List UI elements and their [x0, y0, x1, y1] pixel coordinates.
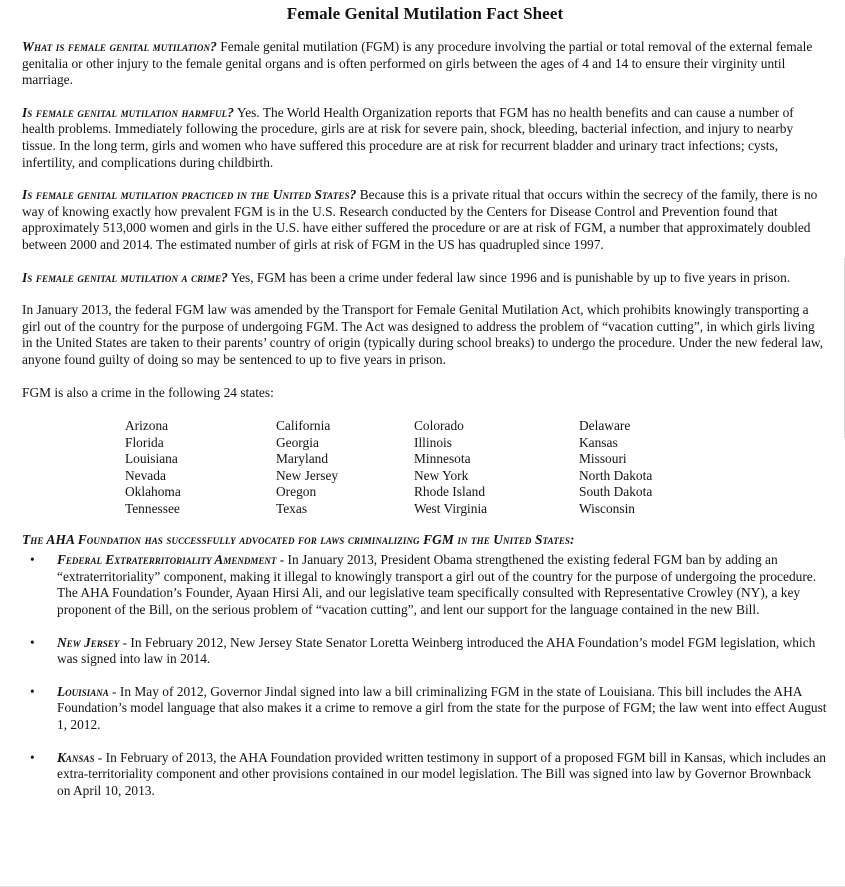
bullet-icon: • — [30, 683, 35, 699]
state-name: Wisconsin — [579, 501, 635, 517]
law-name: Louisiana — [57, 683, 109, 699]
states-intro: FGM is also a crime in the following 24 states: — [22, 384, 274, 400]
paragraph-2013-amendment: In January 2013, the federal FGM law was amended by the Transport for Female Genital Mutilation Act, which prohibits knowingly transporting a girl out of the country for the purpose of undergoing FGM. The Act was designed to address the problem of “vacation cutting”, in which girls living in the United States are taken to their parents’ country of origin (typically during school breaks) to undergo the procedure. Under the new federal law, anyone found guilty of doing so may be sentenced to up to five years in prison. — [22, 302, 824, 367]
section-question: Is female genital mutilation practiced in the United States? — [22, 187, 357, 203]
laws-list — [22, 552, 828, 799]
section-is-fgm-crime — [22, 270, 828, 287]
state-name: South Dakota — [579, 484, 653, 500]
law-name: Kansas — [57, 749, 95, 765]
section-answer: Because this is a private ritual that occurs within the secrecy of the family, there is no way of knowing exactly how prevalent FGM is in the U.S. Research conducted by the Centers for Disease Control and Prevention found that approximately 513,000 women and girls in the U.S. have either suffered the procedure or are at risk of FGM, a number that approximately doubled between 2000 and 2014. The estimated number of girls at risk of FGM in the US has quadrupled since 1997. — [22, 187, 818, 252]
state-name: North Dakota — [579, 467, 653, 483]
list-item-louisiana — [22, 684, 828, 734]
state-name: New York — [414, 467, 469, 483]
section-question: Is female genital mutilation harmful? — [22, 104, 235, 120]
state-name: Tennessee — [125, 501, 180, 517]
state-name: Arizona — [125, 418, 169, 434]
section-answer: Female genital mutilation (FGM) is any procedure involving the partial or total removal of the external female genitalia or other injury to the female genital organs and is often performed on girls between the ages of 4 and 14 to ensure their virginity until marriage. — [22, 39, 813, 88]
state-name: Illinois — [414, 434, 452, 450]
state-name: Rhode Island — [414, 484, 486, 500]
state-name: Missouri — [579, 451, 627, 467]
state-name: West Virginia — [414, 501, 488, 517]
state-name: Delaware — [579, 418, 631, 434]
section-question: What is female genital mutilation? — [22, 39, 217, 54]
state-name: Georgia — [276, 434, 319, 450]
law-text: - In May of 2012, Governor Jindal signed into law a bill criminalizing FGM in the state of Louisiana. This bill includes the AHA Foundation’s model language that also makes it a crime to remove a girl from the state for the purpose of FGM; the law went into effect August 1, 2012. — [57, 683, 827, 732]
law-name: New Jersey — [57, 634, 120, 650]
bullet-icon: • — [30, 749, 35, 765]
state-name: Texas — [276, 501, 308, 517]
state-name: Colorado — [414, 418, 464, 434]
bullet-icon: • — [30, 634, 35, 650]
state-name: Louisiana — [125, 451, 178, 467]
aha-foundation-heading: The AHA Foundation has successfully advocated for laws criminalizing FGM in the United States: — [22, 531, 575, 547]
state-name: Nevada — [125, 467, 166, 483]
fact-sheet-page — [22, 4, 828, 815]
section-is-fgm-harmful — [22, 105, 828, 171]
state-name: Oregon — [276, 484, 317, 500]
list-item-new-jersey — [22, 635, 828, 668]
law-text: - In January 2013, President Obama strengthened the existing federal FGM ban by adding an “extraterritoriality” component, making it illegal to knowingly transport a girl out of the country for the purpose of undergoing the procedure. The AHA Foundation’s Founder, Ayaan Hirsi Ali, and our legislative team specifically consulted with Representative Crowley (NY), a key proponent of the Bill, on the serious problem of “vacation cutting”, and lent our support for the language contained in the new Bill. — [57, 552, 817, 618]
section-answer: Yes, FGM has been a crime under federal law since 1996 and is punishable by up to five years in prison. — [227, 269, 791, 285]
section-question: Is female genital mutilation a crime? — [22, 269, 228, 285]
section-fgm-in-us — [22, 187, 828, 253]
state-name: California — [276, 418, 331, 434]
bullet-icon: • — [30, 552, 35, 568]
state-name: Maryland — [276, 451, 329, 467]
list-item-federal-amendment — [22, 552, 828, 618]
section-answer: Yes. The World Health Organization reports that FGM has no health benefits and can cause a number of health problems. Immediately following the procedure, girls are at risk for severe pain, shock, bleeding, bacterial infection, and injury to nearby tissue. In the long term, girls and women who have suffered this procedure are at risk for recurrent bladder and urinary tract infections; cysts, infertility, and complications during childbirth. — [22, 104, 794, 170]
law-text: - In February 2012, New Jersey State Senator Loretta Weinberg introduced the AHA Foundation’s model FGM legislation, which was signed into law in 2014. — [57, 634, 816, 667]
page-title: Female Genital Mutilation Fact Sheet — [286, 4, 564, 23]
law-name: Federal Extraterritoriality Amendment — [57, 552, 277, 568]
law-text: - In February of 2013, the AHA Foundation provided written testimony in support of a proposed FGM bill in Kansas, which includes an extra-territoriality component and other provisions contained in our model legislation. The Bill was signed into law by Governor Brownback on April 10, 2013. — [57, 749, 827, 798]
state-name: Kansas — [579, 434, 618, 450]
states-list — [125, 418, 828, 518]
section-what-is-fgm — [22, 39, 828, 89]
state-name: Oklahoma — [125, 484, 181, 500]
state-name: Florida — [125, 434, 164, 450]
list-item-kansas — [22, 750, 828, 800]
state-name: Minnesota — [414, 451, 471, 467]
state-name: New Jersey — [276, 467, 339, 483]
